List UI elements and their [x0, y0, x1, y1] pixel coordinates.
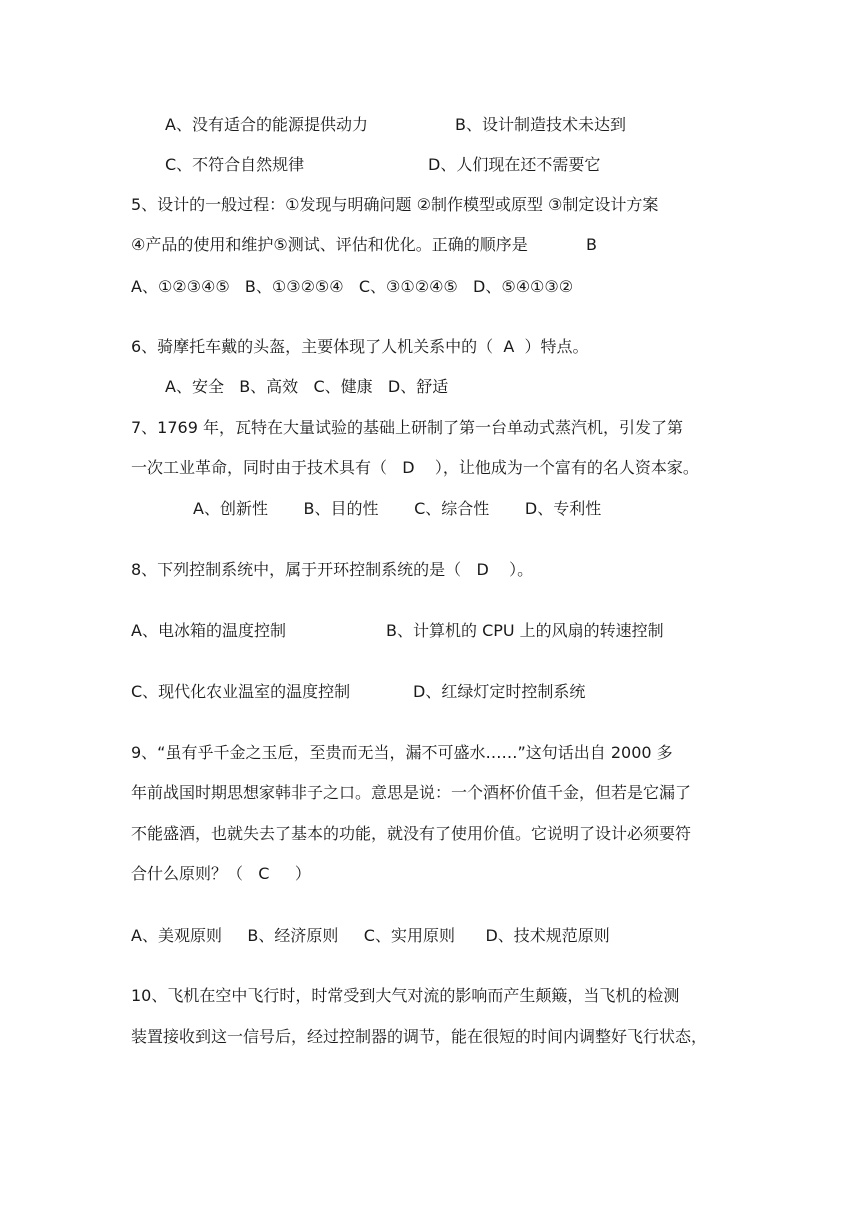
q6-options: A、安全 B、高效 C、健康 D、舒适: [165, 377, 449, 396]
q9-stem-line2: 年前战国时期思想家韩非子之口。意思是说：一个酒杯价值千金，但若是它漏了: [131, 783, 692, 802]
q7-options: A、创新性 B、目的性 C、综合性 D、专利性: [193, 499, 602, 518]
q5-stem-text: ④产品的使用和维护⑤测试、评估和优化。正确的顺序是: [131, 235, 528, 254]
q10-stem-line2: 装置接收到这一信号后，经过控制器的调节，能在很短的时间内调整好飞行状态，: [131, 1027, 708, 1046]
q4-option-d: D、人们现在还不需要它: [428, 155, 601, 174]
q8-option-a: A、电冰箱的温度控制: [131, 621, 286, 640]
q9-stem-line1: 9、“虽有乎千金之玉卮，至贵而无当，漏不可盛水……”这句话出自 2000 多: [131, 743, 673, 762]
q4-option-c: C、不符合自然规律: [165, 155, 305, 174]
q6-stem: 6、骑摩托车戴的头盔，主要体现了人机关系中的（ A ）特点。: [131, 337, 589, 356]
q10-stem-line1: 10、飞机在空中飞行时，时常受到大气对流的影响而产生颠簸，当飞机的检测: [131, 986, 680, 1005]
q7-stem-line2: 一次工业革命，同时由于技术具有（ D ），让他成为一个富有的名人资本家。: [131, 458, 699, 477]
q8-options-row2: [0, 681, 860, 747]
q4-option-a: A、没有适合的能源提供动力: [165, 115, 368, 134]
q9-stem-line4: 合什么原则？（ C ）: [131, 864, 311, 883]
q8-stem: 8、下列控制系统中，属于开环控制系统的是（ D ）。: [131, 560, 534, 579]
q8-option-d: D、红绿灯定时控制系统: [413, 682, 586, 701]
q8-option-c: C、现代化农业温室的温度控制: [131, 682, 351, 701]
q9-stem-line3: 不能盛酒，也就失去了基本的功能，就没有了使用价值。它说明了设计必须要符: [131, 824, 692, 843]
q8-option-b: B、计算机的 CPU 上的风扇的转速控制: [386, 621, 664, 640]
q9-options: A、美观原则 B、经济原则 C、实用原则 D、技术规范原则: [131, 926, 610, 945]
q5-stem-line1: 5、设计的一般过程：①发现与明确问题 ②制作模型或原型 ③制定设计方案: [131, 195, 659, 214]
q4-option-b: B、设计制造技术未达到: [455, 115, 626, 134]
q7-stem-line1: 7、1769 年，瓦特在大量试验的基础上研制了第一台单动式蒸汽机，引发了第: [131, 418, 683, 437]
q8-options-row1: [0, 620, 860, 686]
q5-options: A、①②③④⑤ B、①③②⑤④ C、③①②④⑤ D、⑤④①③②: [131, 277, 574, 296]
q5-answer: B: [586, 235, 597, 254]
